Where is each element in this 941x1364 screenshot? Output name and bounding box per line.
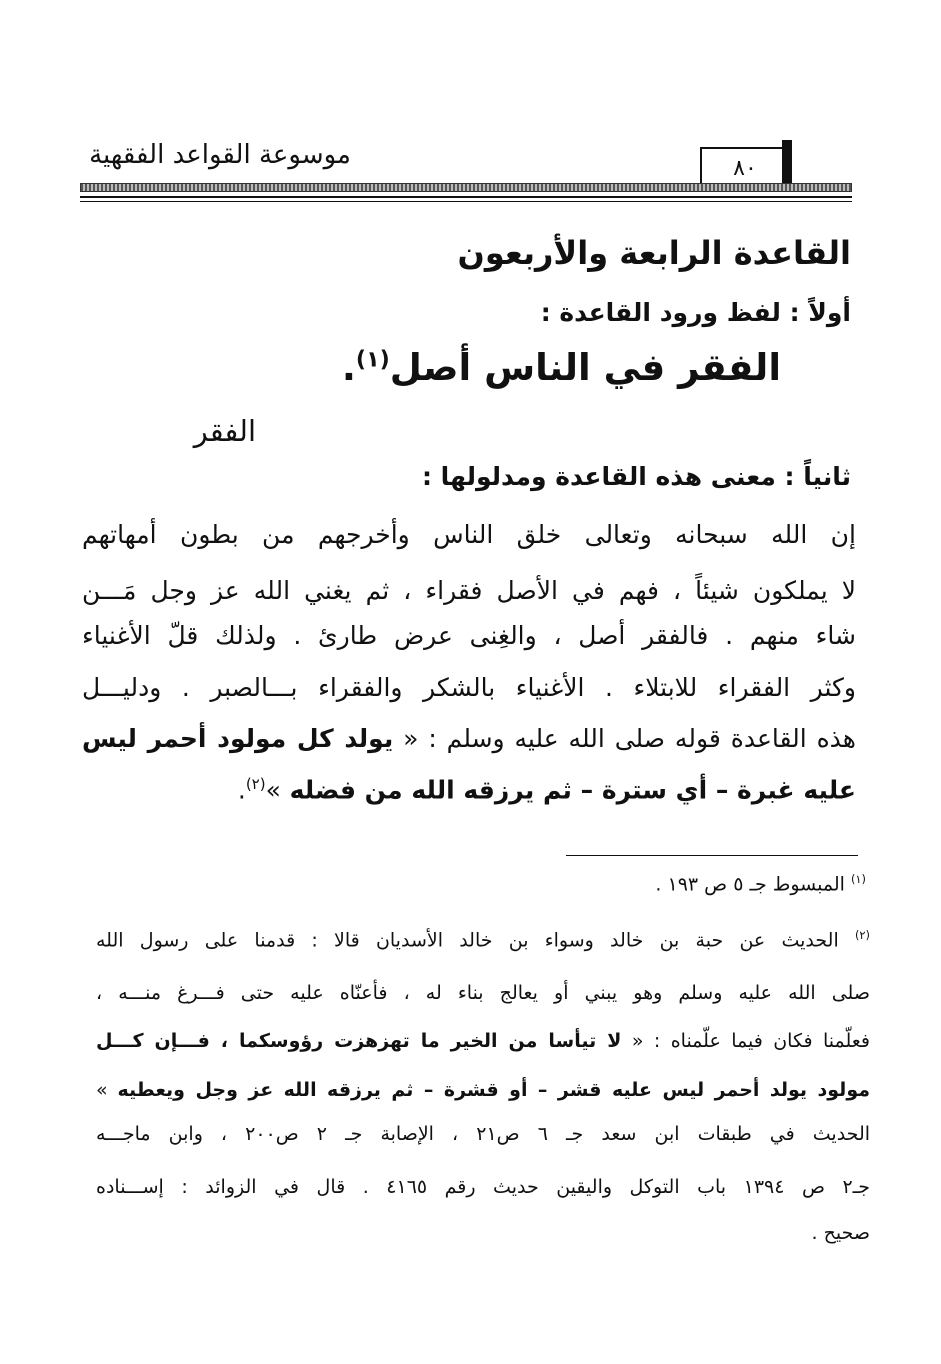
footnote-separator [566,855,858,856]
paragraph-line-6 [82,775,856,804]
footnote-2-line-1 [96,928,870,951]
header-rule-secondary [80,201,852,202]
footnote-2-line-3 [96,1030,870,1052]
section-2-title: ثانياً : معنى هذه القاعدة ومدلولها : [421,462,851,491]
paragraph-line-2: لا يملكون شيئاً ، فهم في الأصل فقراء ، ثم يغني الله عز وجل مَـــن [82,576,856,605]
footnote-ref-1: (١) [355,346,390,373]
paragraph-line-5-text: هذه القاعدة قوله صلى الله عليه وسلم : « [403,724,856,753]
paragraph-line-1: إن الله سبحانه وتعالى خلق الناس وأخرجهم من بطون أمهاتهم [82,520,856,549]
footnote-2-line-4 [96,1079,870,1101]
rule-statement-text: الفقر في الناس أصل [389,346,781,389]
footnote-2-quote-end: مولود يولد أحمر ليس عليه قشر – أو قشرة – ثم يرزقه الله عز وجل ويعطيه [117,1079,870,1101]
paragraph-line-4: وكثر الفقراء للابتلاء . الأغنياء بالشكر والفقراء بـــالصبر . ودليـــل [82,673,856,702]
header-hatched-rule [80,183,852,192]
header-rule [80,196,852,198]
footnote-1-mark: (١) [850,872,866,886]
paragraph-end: . [237,775,246,805]
footnote-1 [92,872,866,895]
footnote-2-line-5: الحديث في طبقات ابن سعد جـ ٦ ص٢١ ، الإصابة جـ ٢ ص٢٠٠ ، وابن ماجـــه [96,1123,871,1145]
footnote-2-quote-close: » [96,1079,108,1101]
footnote-ref-2: (٢) [245,775,266,793]
footnote-2-line-6: جـ٢ ص ١٣٩٤ باب التوكل واليقين حديث رقم ٤١٦٥ . قال في الزوائد : إســـناده [96,1176,870,1198]
footnote-2-line-1-text: الحديث عن حبة بن خالد وسواء بن خالد الأسديان قالا : قدمنا على رسول الله [96,929,839,952]
hadith-quote-end: عليه غبرة – أي سترة – ثم يرزقه الله من فضله [289,775,856,805]
footnote-2-mark: (٢) [854,928,870,942]
paragraph-line-5 [82,724,856,753]
rule-statement [342,346,781,389]
rule-heading: القاعدة الرابعة والأربعون [457,234,851,272]
footnote-2-line-7: صحيح . [811,1222,870,1244]
footnote-1-text: المبسوط جـ ٥ ص ١٩٣ . [655,873,845,896]
rule-statement-end: . [341,346,356,389]
footnote-2-quote-start: لا تيأسا من الخير ما تهزهزت رؤوسكما ، فـــإن كـــل [96,1030,622,1052]
quote-close: » [265,775,281,805]
book-title: موسوعة القواعد الفقهية [89,140,351,170]
hadith-quote-start: يولد كل مولود أحمر ليس [82,724,394,753]
page-number: ٨٠ [700,147,788,187]
section-1-title: أولاً : لفظ ورود القاعدة : [540,298,851,327]
footnote-2-line-2: صلى الله عليه وسلم وهو يبني أو يعالج بناء له ، فأعنّاه عليه حتى فـــرغ منـــه ، [96,982,870,1004]
keyword: الفقر [193,414,256,448]
paragraph-line-3: شاء منهم . فالفقر أصل ، والغِنى عرض طارئ . ولذلك قلّ الأغنياء [82,621,856,650]
footnote-2-line-3-text: فعلّمنا فكان فيما علّمناه : « [631,1030,871,1052]
